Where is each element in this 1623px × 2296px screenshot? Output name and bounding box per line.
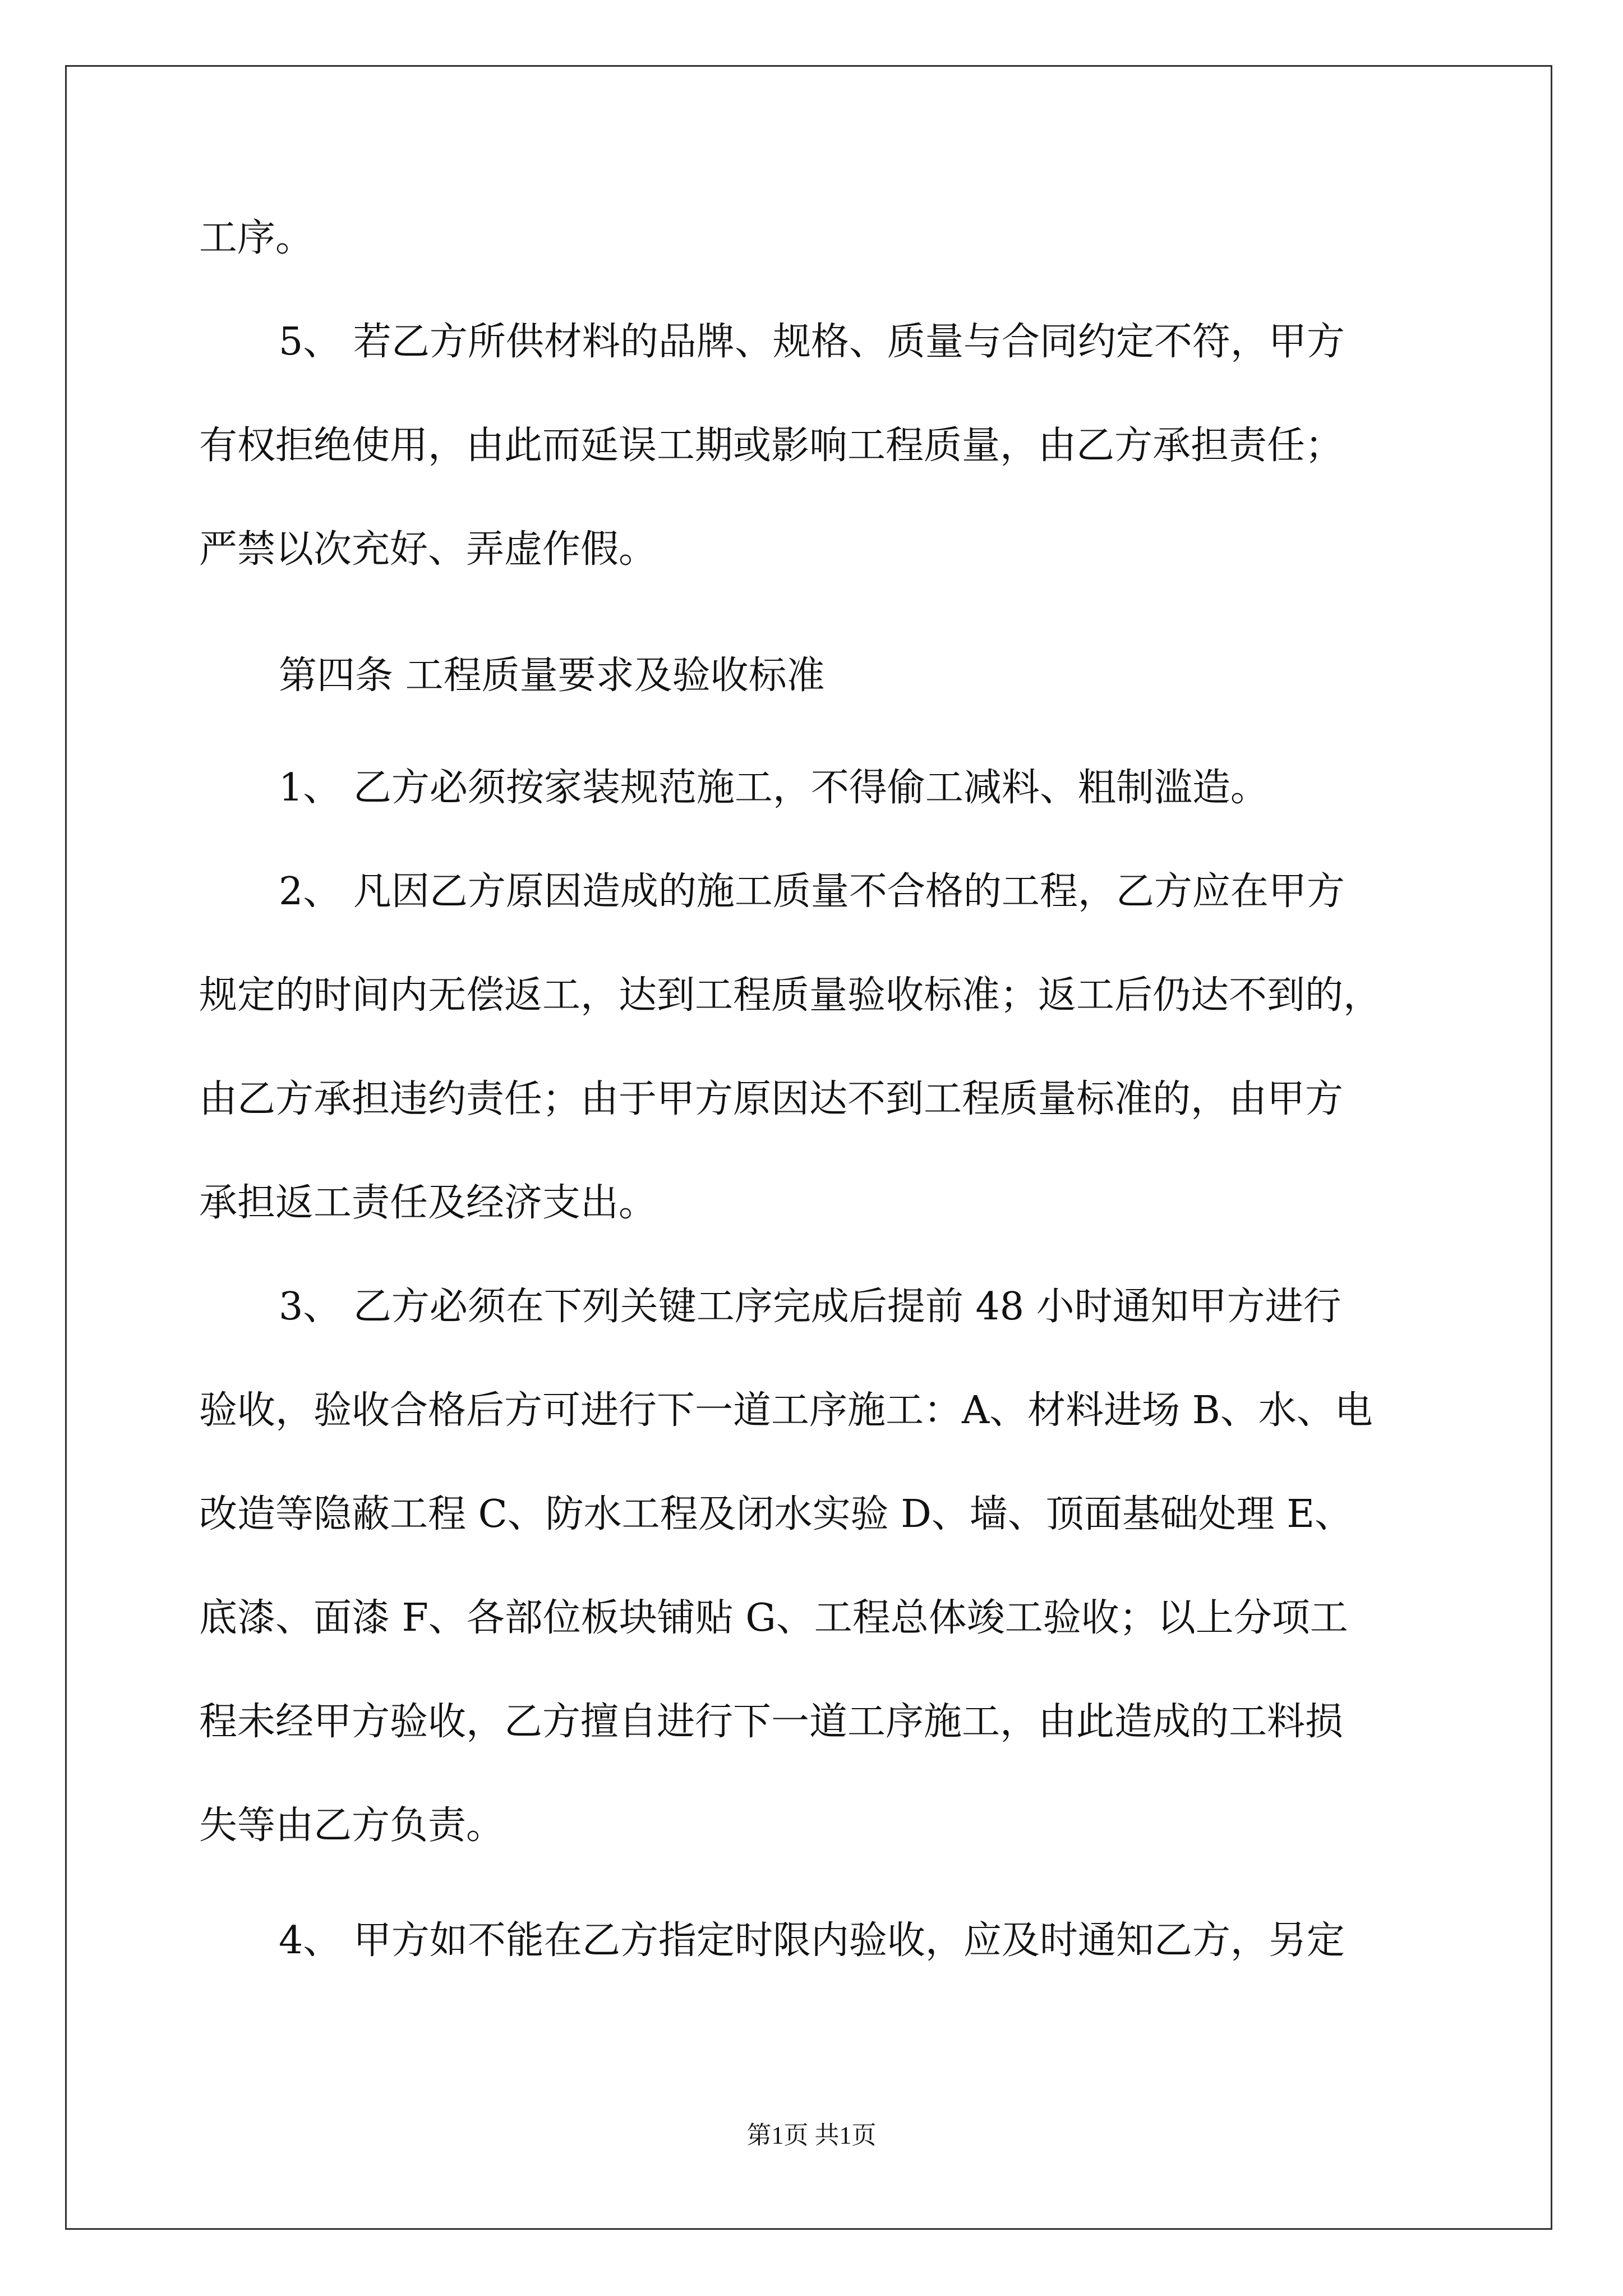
text-line: 规定的时间内无偿返工，达到工程质量验收标准；返工后仍达不到的， bbox=[199, 973, 1382, 1018]
text-line: 失等由乙方负责。 bbox=[199, 1803, 505, 1848]
text-line: 2、 凡因乙方原因造成的施工质量不合格的工程，乙方应在甲方 bbox=[279, 869, 1345, 914]
text-line: 1、 乙方必须按家装规范施工，不得偷工减料、粗制滥造。 bbox=[279, 766, 1269, 810]
text-line: 验收，验收合格后方可进行下一道工序施工：A、材料进场 B、水、电 bbox=[199, 1388, 1373, 1433]
text-line: 工序。 bbox=[199, 216, 314, 260]
text-line: 程未经甲方验收，乙方擅自进行下一道工序施工，由此造成的工料损 bbox=[199, 1700, 1344, 1744]
text-line: 底漆、面漆 F、各部位板块铺贴 G、工程总体竣工验收；以上分项工 bbox=[199, 1596, 1348, 1640]
text-line: 4、 甲方如不能在乙方指定时限内验收，应及时通知乙方，另定 bbox=[279, 1918, 1345, 1963]
text-line: 由乙方承担违约责任；由于甲方原因达不到工程质量标准的，由甲方 bbox=[199, 1077, 1344, 1121]
text-line: 承担返工责任及经济支出。 bbox=[199, 1181, 657, 1225]
text-line: 5、 若乙方所供材料的品牌、规格、质量与合同约定不符，甲方 bbox=[279, 320, 1345, 364]
text-line: 3、 乙方必须在下列关键工序完成后提前 48 小时通知甲方进行 bbox=[279, 1285, 1341, 1329]
section-heading: 第四条 工程质量要求及验收标准 bbox=[279, 654, 825, 698]
text-line: 改造等隐蔽工程 C、防水工程及闭水实验 D、墙、顶面基础处理 E、 bbox=[199, 1492, 1353, 1536]
page-border bbox=[65, 65, 1552, 2230]
text-line: 有权拒绝使用，由此而延误工期或影响工程质量，由乙方承担责任； bbox=[199, 424, 1344, 468]
page-number-footer: 第1页 共1页 bbox=[746, 2122, 877, 2149]
text-line: 严禁以次充好、弄虚作假。 bbox=[199, 527, 657, 572]
